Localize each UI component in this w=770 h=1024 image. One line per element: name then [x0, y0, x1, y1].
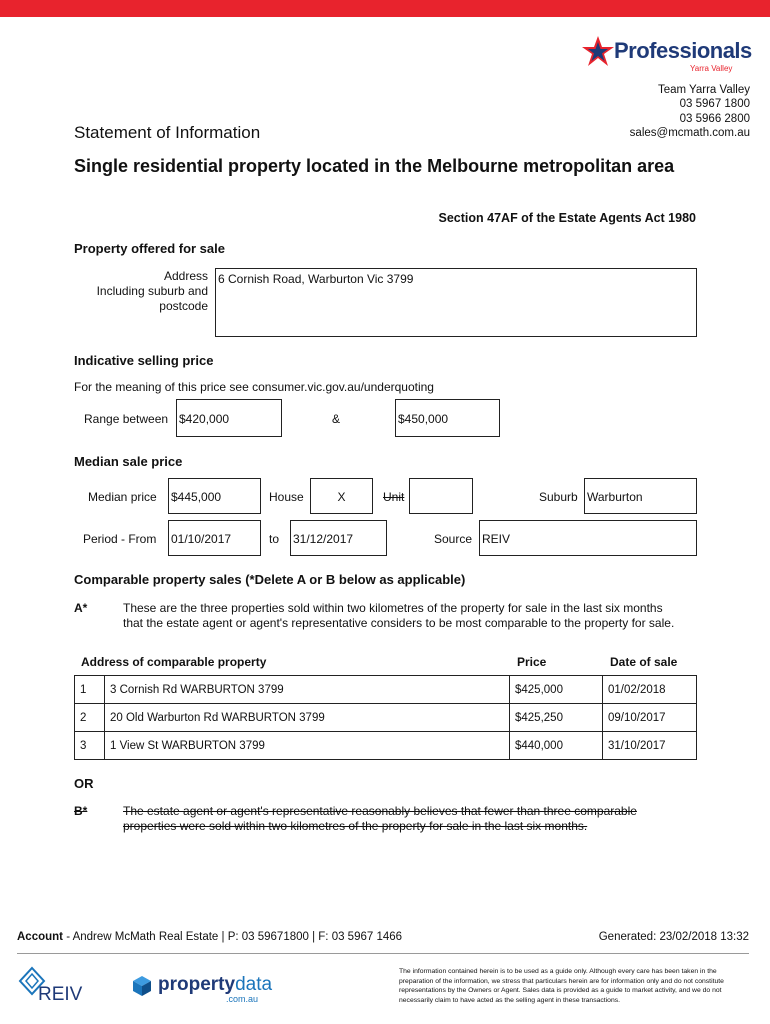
pd-sub: .com.au [226, 994, 259, 1004]
range-and: & [332, 412, 341, 426]
row-address[interactable]: 1 View St WARBURTON 3799 [105, 732, 510, 760]
row-date[interactable]: 01/02/2018 [603, 676, 697, 704]
row-price[interactable]: $425,000 [510, 676, 603, 704]
col-address-header: Address of comparable property [81, 655, 267, 669]
brand-name: Professionals [614, 38, 752, 63]
property-heading: Property offered for sale [74, 241, 225, 256]
account-label: Account [17, 931, 63, 943]
contact-phone: 03 5967 1800 [679, 98, 750, 111]
row-number: 2 [75, 704, 105, 732]
option-b-marker: B* [74, 804, 88, 818]
statement-heading: Statement of Information [74, 123, 261, 142]
propertydata-logo [130, 974, 273, 1008]
option-a-marker: A* [74, 601, 88, 615]
contact-email: sales@mcmath.com.au [629, 126, 750, 139]
source-field[interactable]: REIV [479, 520, 697, 556]
row-address[interactable]: 3 Cornish Rd WARBURTON 3799 [105, 676, 510, 704]
disclaimer-text: The information contained herein is to be used as a guide only. Although every care has been taken in the preparation of the information, we stress that particulars herein are for information only and do not constitute representations by the Owners or Agent. Sales data is provided as a guide to market activity, and we do not necessarily claim to have acted as the selling agent in these transactions. [399, 968, 724, 1004]
contact-phone-2: 03 5966 2800 [679, 112, 750, 125]
reiv-logo [17, 966, 97, 1006]
account-details: - Andrew McMath Real Estate | P: 03 59671800 | F: 03 5967 1466 [63, 931, 403, 943]
reiv-text: REIV [38, 984, 83, 1005]
brand-sub: Yarra Valley [690, 64, 733, 73]
median-price-label: Median price [88, 490, 157, 504]
comparable-heading: Comparable property sales (*Delete A or B below as applicable) [74, 572, 466, 587]
period-label: Period - From [83, 532, 157, 546]
table-row [75, 676, 697, 704]
row-price[interactable]: $425,250 [510, 704, 603, 732]
pd-accent: data [235, 974, 273, 995]
row-number: 3 [75, 732, 105, 760]
median-price-field[interactable]: $445,000 [168, 478, 261, 514]
table-row [75, 732, 697, 760]
indicative-heading: Indicative selling price [74, 353, 214, 368]
price-high-field[interactable]: $450,000 [395, 399, 500, 437]
document-title: Single residential property located in the Melbourne metropolitan area [74, 156, 675, 176]
house-label: House [269, 490, 304, 504]
option-a-text: These are the three properties sold within two kilometres of the property for sale in the last six months that the estate agent or agent's representative considers to be most comparable to the property for sale. [123, 601, 675, 630]
account-line [17, 931, 402, 943]
row-date[interactable]: 31/10/2017 [603, 732, 697, 760]
col-date-header: Date of sale [610, 655, 678, 669]
period-to-field[interactable]: 31/12/2017 [290, 520, 387, 556]
comparable-table [74, 675, 697, 760]
agency-contact [630, 83, 750, 140]
propertydata-cube-icon [130, 974, 154, 998]
indicative-note: For the meaning of this price see consumer.vic.gov.au/underquoting [74, 380, 434, 394]
pd-main: property [158, 974, 236, 995]
professionals-logo [572, 30, 752, 78]
footer-divider [17, 953, 749, 954]
price-low-field[interactable]: $420,000 [176, 399, 282, 437]
row-number: 1 [75, 676, 105, 704]
suburb-label: Suburb [539, 490, 578, 504]
generated-timestamp: Generated: 23/02/2018 13:32 [598, 931, 749, 943]
median-heading: Median sale price [74, 454, 183, 469]
address-label-line: Address [163, 269, 208, 283]
row-price[interactable]: $440,000 [510, 732, 603, 760]
table-row [75, 704, 697, 732]
address-field[interactable]: 6 Cornish Road, Warburton Vic 3799 [215, 268, 697, 337]
act-reference: Section 47AF of the Estate Agents Act 1980 [438, 211, 696, 225]
range-label: Range between [84, 412, 169, 426]
period-from-field[interactable]: 01/10/2017 [168, 520, 261, 556]
col-price-header: Price [517, 655, 547, 669]
period-to-label: to [269, 532, 280, 546]
propertydata-wordmark [158, 974, 272, 996]
or-label: OR [74, 776, 94, 791]
source-label: Source [434, 532, 473, 546]
address-label-line: Including suburb and [96, 284, 208, 298]
address-label [97, 269, 208, 314]
top-red-bar [0, 0, 770, 17]
suburb-field[interactable]: Warburton [584, 478, 697, 514]
contact-team: Team Yarra Valley [657, 84, 750, 96]
option-b-text: The estate agent or agent's representative reasonably believes that fewer than three comparable properties were sold within two kilometres of the property for sale in the last six months. [123, 804, 637, 833]
unit-label: Unit [383, 490, 405, 504]
row-address[interactable]: 20 Old Warburton Rd WARBURTON 3799 [105, 704, 510, 732]
address-label-line: postcode [159, 299, 208, 313]
unit-checkbox[interactable] [409, 478, 473, 514]
house-checkbox[interactable]: X [310, 478, 373, 514]
row-date[interactable]: 09/10/2017 [603, 704, 697, 732]
